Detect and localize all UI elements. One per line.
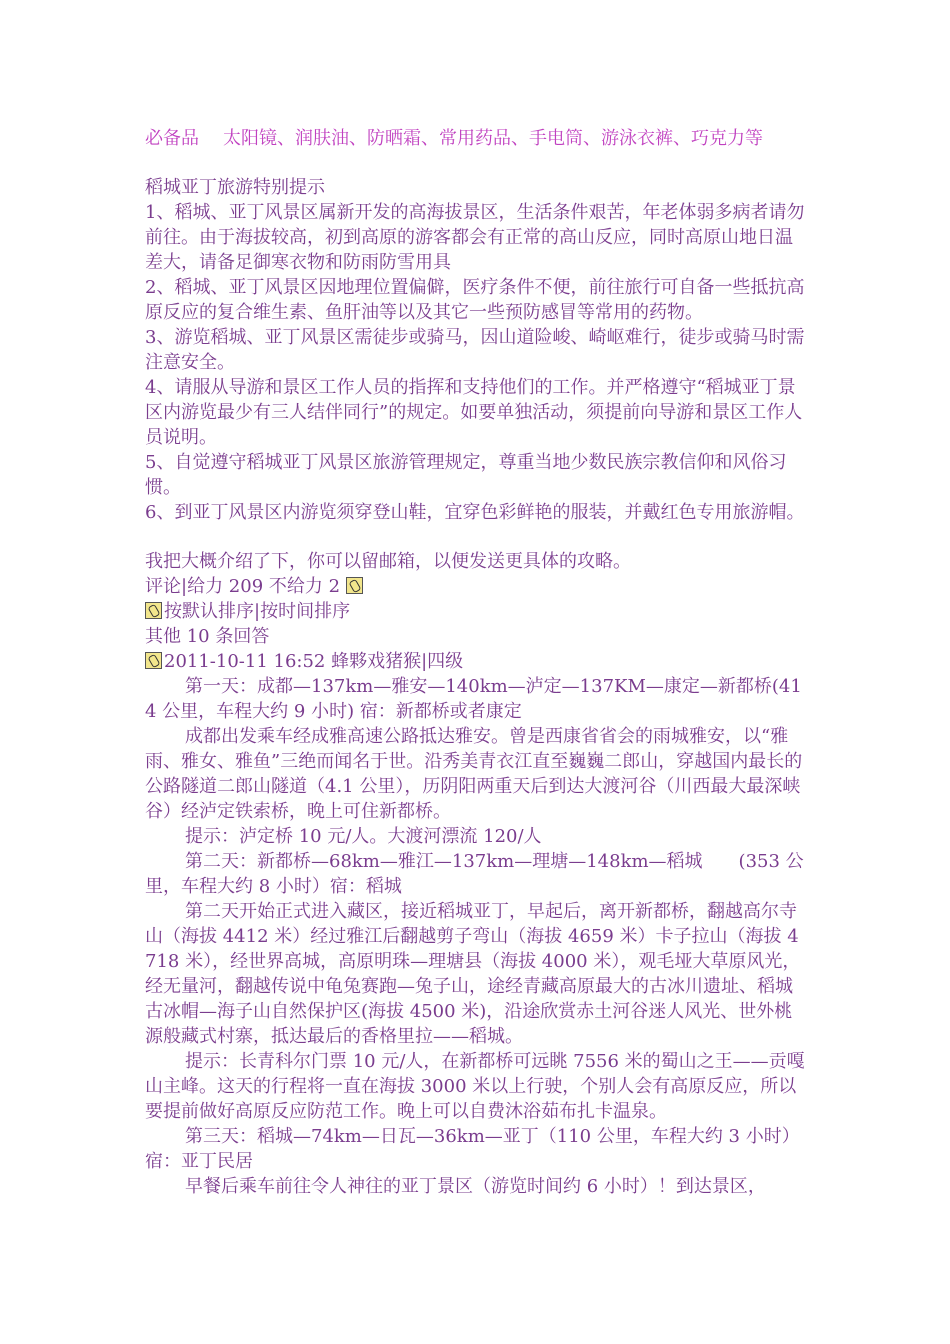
sort-options[interactable]: 按默认排序|按时间排序 [164, 601, 351, 622]
essentials-items: 太阳镜、润肤油、防晒霜、常用药品、手电筒、游泳衣裤、巧克力等 [223, 128, 763, 149]
comment-bar-text[interactable]: 评论|给力 209 不给力 2 [145, 576, 341, 597]
document-page [145, 126, 809, 1199]
tips-title: 稻城亚丁旅游特别提示 [145, 177, 325, 198]
answer-paragraph: 成都出发乘车经成雅高速公路抵达雅安。曾是西康省省会的雨城雅安，以“雅雨、雅女、雅鱼”三绝而闻名于世。沿秀美青衣江直至巍巍二郎山，穿越国内最长的公路隧道二郎山隧道（4.1 公里），历阴阳两重天后到达大渡河谷（川西最大最深峡谷）经泸定铁索桥，晚上可住新都桥。 [145, 726, 803, 822]
tip-item: 5、自觉遵守稻城亚丁风景区旅游管理规定，尊重当地少数民族宗教信仰和风俗习惯。 [145, 452, 787, 498]
answer-paragraph: 第三天：稻城—74km—日瓦—36km—亚丁（110 公里，车程大约 3 小时）宿：亚丁民居 [145, 1126, 800, 1172]
sort-bar [145, 599, 809, 624]
answer-paragraph: 第二天：新都桥—68km—雅江—137km—理塘—148km—稻城 (353 公里，车程大约 8 小时）宿：稻城 [145, 851, 804, 897]
answer-paragraph: 早餐后乘车前往令人神往的亚丁景区（游览时间约 6 小时）！到达景区， [185, 1176, 766, 1197]
tips-section [145, 175, 809, 525]
tip-item: 1、稻城、亚丁风景区属新开发的高海拔景区，生活条件艰苦，年老体弱多病者请勿前往。由于海拔较高，初到高原的游客都会有正常的高山反应，同时高原山地日温差大，请备足御寒衣物和防雨防雪用具 [145, 202, 805, 273]
answer-icon [145, 652, 162, 669]
answer-meta [145, 649, 809, 674]
answer-paragraph: 提示：泸定桥 10 元/人。大渡河漂流 120/人 [185, 826, 542, 847]
answer-meta-text: 2011-10-11 16:52 蜂夥戏猪猴|四级 [164, 651, 464, 672]
comment-icon[interactable] [346, 577, 363, 594]
answer-paragraph: 第二天开始正式进入藏区，接近稻城亚丁，早起后，离开新都桥，翻越高尔寺山（海拔 4412 米）经过雅江后翻越剪子弯山（海拔 4659 米）卡子拉山（海拔 4718 米），经世界高城，高原明珠—理塘县（海拔 4000 米），观毛垭大草原风光，经无量河，翻越传说中龟兔赛跑—兔子山，途经青藏高原最大的古冰川遗址、稻城古冰帽—海子山自然保护区(海拔 4500 米)，沿途欣赏赤土河谷迷人风光、世外桃源般藏式村寨，抵达最后的香格里拉——稻城。 [145, 901, 801, 1047]
tip-item: 4、请服从导游和景区工作人员的指挥和支持他们的工作。并严格遵守“稻城亚丁景区内游览最少有三人结伴同行”的规定。如要单独活动，须提前向导游和景区工作人员说明。 [145, 377, 803, 448]
comment-bar [145, 574, 809, 599]
tip-item: 3、游览稻城、亚丁风景区需徒步或骑马，因山道险峻、崎岖难行，徒步或骑马时需注意安全。 [145, 327, 805, 373]
answer-paragraph: 第一天：成都—137km—雅安—140km—泸定—137KM—康定—新都桥(414 公里，车程大约 9 小时) 宿：新都桥或者康定 [145, 676, 802, 722]
answer-paragraph: 提示：长青科尔门票 10 元/人，在新都桥可远眺 7556 米的蜀山之王——贡嘎山主峰。这天的行程将一直在海拔 3000 米以上行驶，个别人会有高原反应，所以要提前做好高原反应防范工作。晚上可以自费沐浴茹布扎卡温泉。 [145, 1051, 805, 1122]
closing-text: 我把大概介绍了下，你可以留邮箱，以便发送更具体的攻略。 [145, 551, 631, 572]
essentials-line [145, 126, 809, 151]
tip-item: 2、稻城、亚丁风景区因地理位置偏僻，医疗条件不便，前往旅行可自备一些抵抗高原反应的复合维生素、鱼肝油等以及其它一些预防感冒等常用的药物。 [145, 277, 805, 323]
essentials-label: 必备品 [145, 128, 199, 149]
tip-item: 6、到亚丁风景区内游览须穿登山鞋，宜穿色彩鲜艳的服装，并戴红色专用旅游帽。 [145, 502, 805, 523]
answers-count: 其他 10 条回答 [145, 626, 270, 647]
answer-section [145, 549, 809, 1199]
sort-icon [145, 602, 162, 619]
